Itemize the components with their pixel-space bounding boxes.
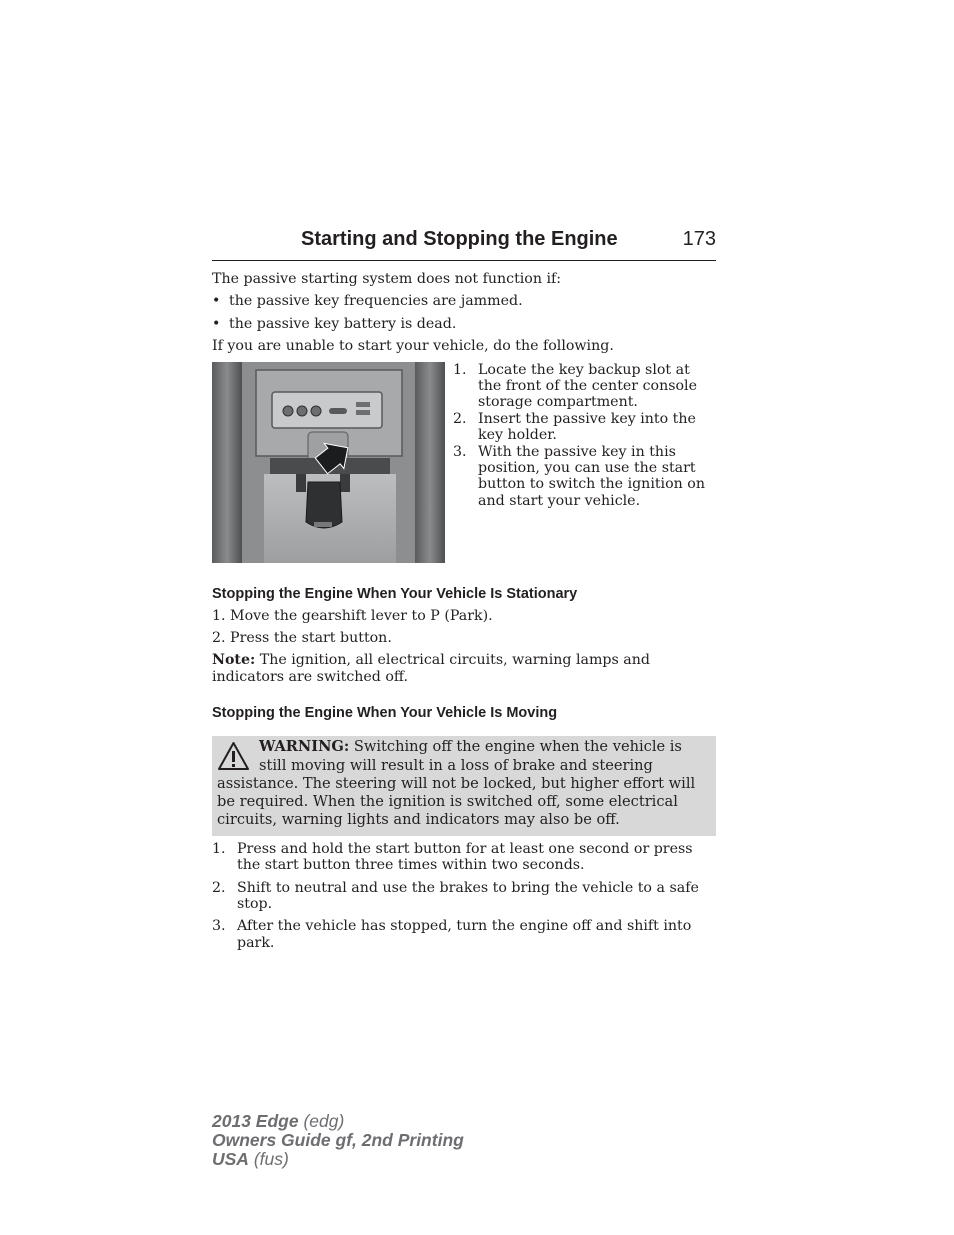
note-label: Note: [212, 652, 256, 669]
moving-steps-list [212, 841, 716, 951]
footer-region: USA [212, 1149, 249, 1169]
bullet-item: • the passive key battery is dead. [212, 316, 716, 332]
page-number: 173 [682, 228, 716, 250]
bullet-item: • the passive key frequencies are jammed. [212, 293, 716, 309]
list-item [453, 411, 716, 444]
stationary-section [212, 608, 716, 686]
footer-model: 2013 Edge [212, 1111, 299, 1131]
key-backup-slot-illustration [212, 362, 445, 563]
page-header [212, 228, 716, 261]
note [212, 652, 716, 685]
step-text: Locate the key backup slot at the front of the center console storage compartment. [478, 361, 697, 411]
footer-guide: Owners Guide gf, 2nd Printing [212, 1130, 464, 1150]
list-item [453, 362, 716, 411]
step-text: Press and hold the start button for at least one second or press the start button three times within two seconds. [237, 840, 693, 874]
note-text: The ignition, all electrical circuits, warning lamps and indicators are switched off. [212, 652, 650, 685]
stationary-step: 2. Press the start button. [212, 630, 392, 647]
unable-text: If you are unable to start your vehicle, do the following. [212, 338, 614, 355]
footer-model-line [212, 1112, 464, 1131]
backup-steps-list [453, 362, 716, 563]
page-footer [212, 1112, 464, 1169]
step-number: 2. [212, 879, 226, 896]
step-text: Shift to neutral and use the brakes to bring the vehicle to a safe stop. [237, 879, 699, 912]
list-item [212, 841, 716, 874]
list-item [212, 880, 716, 913]
warning-text: Switching off the engine when the vehicle is still moving will result in a loss of brake and steering assistance. The steering will not be locked, but higher effort will be required. When the ignition is switched off, some electrical circuits, warning lights and indicators may also be off. [217, 738, 696, 829]
footer-model-code: (edg) [298, 1111, 345, 1131]
figure-row [212, 362, 716, 563]
warning-label: WARNING: [259, 738, 350, 756]
section-heading-stationary: Stopping the Engine When Your Vehicle Is Stationary [212, 585, 578, 602]
intro-text: The passive starting system does not function if: [212, 271, 562, 287]
manual-page [212, 228, 716, 957]
step-text: Insert the passive key into the key holder. [478, 410, 696, 444]
bullet-list [212, 293, 716, 332]
page-title: Starting and Stopping the Engine [301, 228, 618, 250]
warning-box [212, 736, 716, 835]
list-item [453, 444, 716, 510]
list-item [212, 918, 716, 951]
footer-region-line [212, 1150, 464, 1169]
stationary-step: 1. Move the gearshift lever to P (Park). [212, 607, 493, 624]
step-text: With the passive key in this position, you can use the start button to switch the ignition on and start your vehicle. [478, 443, 705, 509]
step-number: 3. [212, 918, 226, 935]
step-text: After the vehicle has stopped, turn the engine off and shift into park. [237, 918, 692, 951]
section-heading-moving: Stopping the Engine When Your Vehicle Is Moving [212, 705, 558, 722]
warning-triangle-icon [217, 741, 250, 771]
step-number: 1. [453, 361, 467, 378]
step-number: 2. [453, 410, 467, 427]
footer-region-code: (fus) [248, 1149, 289, 1169]
step-number: 3. [453, 443, 467, 460]
footer-guide-line [212, 1131, 464, 1150]
step-number: 1. [212, 840, 226, 857]
